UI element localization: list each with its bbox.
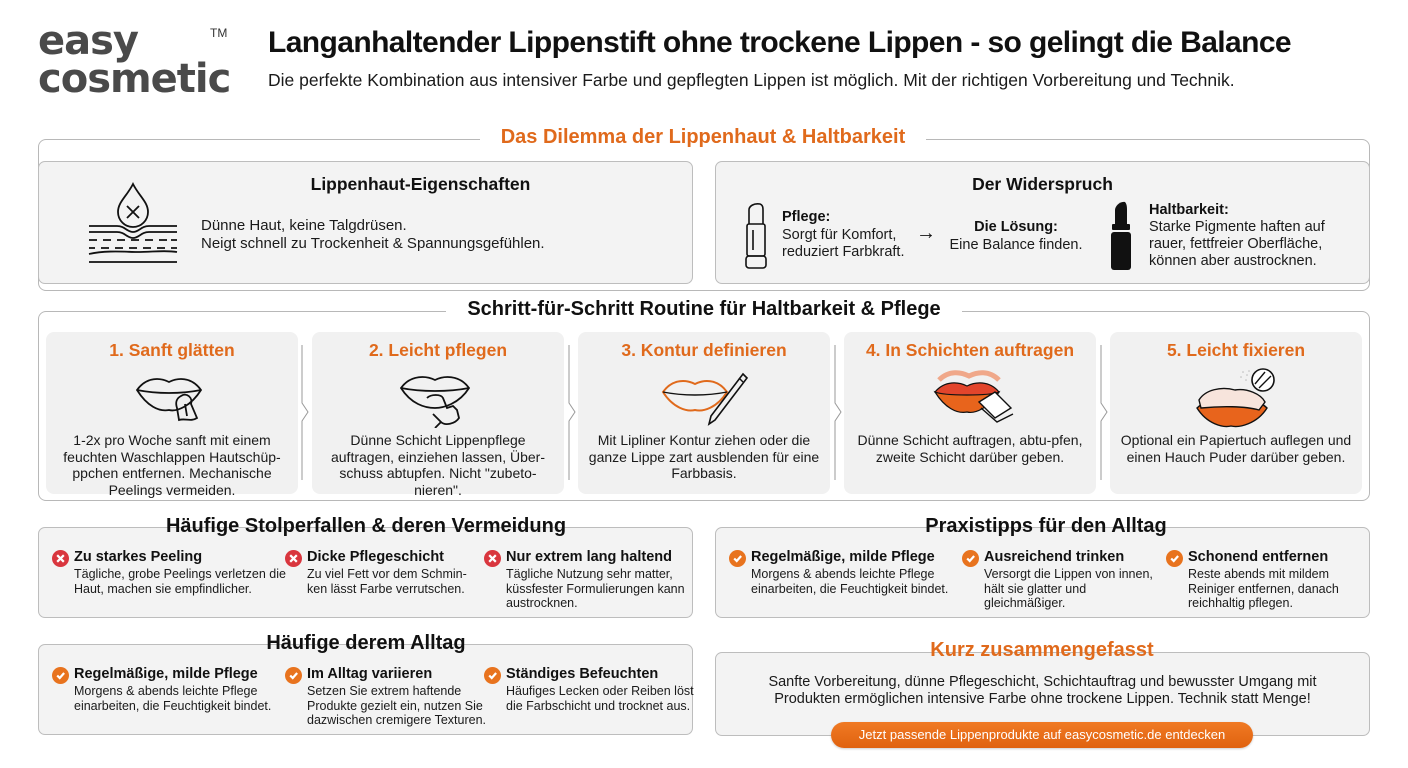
step-2-title: 2. Leicht pflegen <box>368 340 508 360</box>
care-line-1: Sorgt für Komfort, <box>782 227 897 243</box>
contradiction-card <box>715 161 1370 284</box>
everyday-text: Häufiges Lecken oder Reiben löst die Farbschicht und trocknet aus. <box>506 684 694 713</box>
pitfall-text: Zu viel Fett vor dem Schmin-ken lässt Farbe verrutschen. <box>307 567 467 596</box>
summary-line-2: Produkten ermöglichen intensive Farbe ohne trockene Lippen. Technik statt Menge! <box>774 691 1311 707</box>
step-5-title: 5. Leicht fixieren <box>1166 340 1306 360</box>
skin-layer-droplet-icon <box>87 182 179 266</box>
summary-title: Kurz zusammengefasst <box>930 639 1154 661</box>
check-icon <box>729 550 746 567</box>
step-3-text: Mit Lipliner Kontur ziehen oder die ganze Lippe zart ausblenden für eine Farbbasis. <box>588 432 820 481</box>
chevron-right-icon <box>300 345 310 480</box>
everyday-title: Häufige derem Alltag <box>266 632 466 654</box>
lip-balm-icon <box>744 202 768 270</box>
step-3-card <box>578 332 830 494</box>
skin-properties-card <box>38 161 693 284</box>
brand-logo <box>38 18 238 102</box>
everyday-text: Morgens & abends leichte Pflege einarbeiten, die Feuchtigkeit bindet. <box>74 684 272 713</box>
step-1-title: 1. Sanft glätten <box>109 340 235 360</box>
arrow-icon: → <box>916 222 936 244</box>
dilemma-section-title: Das Dilemma der Lippenhaut & Haltbarkeit <box>480 126 926 149</box>
lips-pencil-icon <box>659 368 749 428</box>
step-4-card <box>844 332 1096 494</box>
step-1-text: 1-2x pro Woche sanft mit einem feuchten Waschlappen Hautschüp-ppchen entfernen. Mechanische Peelings vermeiden. <box>63 432 281 498</box>
tip-title: Ausreichend trinken <box>984 549 1125 565</box>
discover-products-button[interactable]: Jetzt passende Lippenprodukte auf easycosmetic.de entdecken <box>831 722 1253 748</box>
chevron-right-icon <box>1099 345 1109 480</box>
contradiction-title: Der Widerspruch <box>972 174 1113 194</box>
durability-line-1: Starke Pigmente haften auf <box>1149 219 1325 235</box>
page-title: Langanhaltender Lippenstift ohne trockene Lippen - so gelingt die Balance <box>268 26 1291 59</box>
check-icon <box>285 667 302 684</box>
lips-finger-icon <box>393 368 483 428</box>
everyday-title: Regelmäßige, milde Pflege <box>74 666 258 682</box>
brand-line-1: easy <box>38 18 139 64</box>
check-icon <box>52 667 69 684</box>
step-5-text: Optional ein Papiertuch auflegen und einen Hauch Puder darüber geben. <box>1120 432 1352 465</box>
step-2-card <box>312 332 564 498</box>
durability-line-2: rauer, fettfreier Oberfläche, <box>1149 236 1323 252</box>
lipstick-icon <box>1106 200 1136 272</box>
page-subtitle: Die perfekte Kombination aus intensiver Farbe und gepflegten Lippen ist möglich. Mit der richtigen Vorbereitung und Technik. <box>268 70 1235 90</box>
tip-text: Morgens & abends leichte Pflege einarbeiten, die Feuchtigkeit bindet. <box>751 567 949 596</box>
step-2-text: Dünne Schicht Lippenpflege auftragen, einziehen lassen, Über-schuss abtupfen. Nicht "zubeto-nieren". <box>330 432 546 498</box>
tips-title: Praxistipps für den Alltag <box>925 515 1167 537</box>
chevron-right-icon <box>833 345 843 480</box>
error-x-icon <box>52 550 69 567</box>
everyday-title: Im Alltag variieren <box>307 666 433 682</box>
solution-text: Eine Balance finden. <box>949 237 1083 253</box>
pitfall-text: Tägliche Nutzung sehr matter, küssfester Formulierungen kann austrocknen. <box>506 567 685 610</box>
skin-properties-title: Lippenhaut-Eigenschaften <box>310 174 531 194</box>
durability-line-3: können aber austrocknen. <box>1149 253 1317 269</box>
solution-label: Die Lösung: <box>974 219 1058 235</box>
pitfalls-title: Häufige Stolperfallen & deren Vermeidung <box>165 515 567 537</box>
step-4-text: Dünne Schicht auftragen, abtu-pfen, zweite Schicht darüber geben. <box>857 432 1083 465</box>
check-icon <box>1166 550 1183 567</box>
tip-text: Reste abends mit mildem Reiniger entfernen, danach reichhaltig pflegen. <box>1188 567 1339 610</box>
trademark: TM <box>210 26 228 40</box>
skin-properties-line-1: Dünne Haut, keine Talgdrüsen. <box>201 217 407 234</box>
care-line-2: reduziert Farbkraft. <box>782 244 905 260</box>
lips-layers-tissue-icon <box>925 368 1015 428</box>
routine-section-title: Schritt-für-Schritt Routine für Haltbarkeit & Pflege <box>446 298 962 321</box>
error-x-icon <box>484 550 501 567</box>
lips-powder-icon <box>1191 368 1281 428</box>
tip-title: Regelmäßige, milde Pflege <box>751 549 935 565</box>
step-1-card <box>46 332 298 498</box>
error-x-icon <box>285 550 302 567</box>
check-icon <box>962 550 979 567</box>
pitfall-title: Zu starkes Peeling <box>74 549 203 565</box>
everyday-text: Setzen Sie extrem haftende Produkte gezielt ein, nutzen Sie dazwischen cremigere Texturen. <box>307 684 487 727</box>
skin-properties-line-2: Neigt schnell zu Trockenheit & Spannungsgefühlen. <box>201 235 545 252</box>
check-icon <box>484 667 501 684</box>
tip-title: Schonend entfernen <box>1188 549 1329 565</box>
step-4-title: 4. In Schichten auftragen <box>865 340 1075 360</box>
lips-cloth-icon <box>127 368 217 428</box>
pitfall-title: Dicke Pflegeschicht <box>307 549 444 565</box>
tip-text: Versorgt die Lippen von innen, hält sie glatter und gleichmäßiger. <box>984 567 1153 610</box>
pitfall-text: Tägliche, grobe Peelings verletzen die Haut, machen sie empfindlicher. <box>74 567 286 596</box>
step-5-card <box>1110 332 1362 494</box>
step-3-title: 3. Kontur definieren <box>621 340 787 360</box>
brand-line-2: cosmetic <box>38 56 231 102</box>
care-label: Pflege: <box>782 209 831 225</box>
summary-line-1: Sanfte Vorbereitung, dünne Pflegeschicht, Schichtauftrag und bewusster Umgang mit <box>768 674 1317 690</box>
durability-label: Haltbarkeit: <box>1149 202 1229 218</box>
pitfall-title: Nur extrem lang haltend <box>506 549 672 565</box>
chevron-right-icon <box>567 345 577 480</box>
everyday-title: Ständiges Befeuchten <box>506 666 659 682</box>
